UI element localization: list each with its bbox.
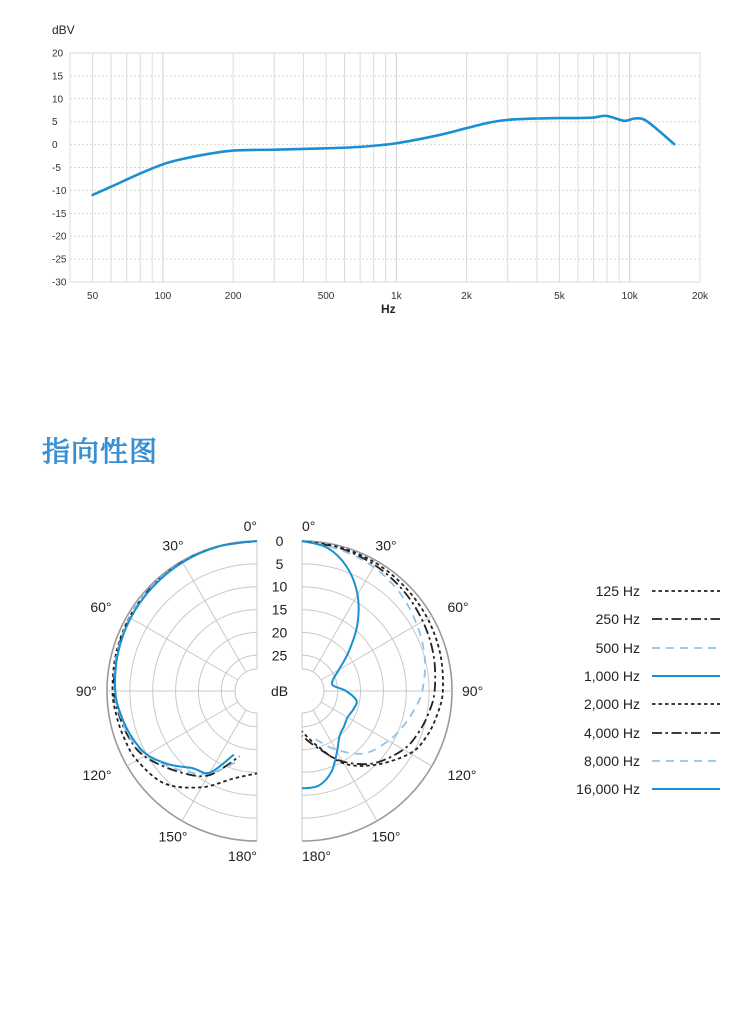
x-tick-label: 100 <box>154 291 172 302</box>
angle-label: 60° <box>447 599 469 615</box>
angle-label: 60° <box>90 599 112 615</box>
plot-frame <box>70 53 700 282</box>
y-tick-label: -20 <box>52 231 67 243</box>
polar-legend <box>530 577 720 803</box>
y-tick-label: 5 <box>52 117 58 129</box>
legend-swatch <box>652 586 720 596</box>
radial-label: 20 <box>271 624 288 641</box>
x-tick-label: 500 <box>317 291 335 302</box>
x-axis-label: Hz <box>380 302 396 316</box>
radial-label: 10 <box>271 578 288 595</box>
y-tick-label: 15 <box>52 71 64 83</box>
x-tick-label: 1k <box>391 291 402 302</box>
x-tick-label: 200 <box>224 291 242 302</box>
polar-curve <box>114 541 257 774</box>
radial-label: 5 <box>275 555 284 572</box>
polar-ring <box>302 669 324 713</box>
frequency-response-chart <box>0 0 750 330</box>
legend-item <box>530 747 720 775</box>
legend-label: 4,000 Hz <box>583 724 640 741</box>
angle-label: 180° <box>228 848 257 864</box>
legend-label: 125 Hz <box>595 583 640 600</box>
polar-spoke <box>182 561 246 672</box>
angle-label: 120° <box>447 767 477 783</box>
legend-label: 1,000 Hz <box>583 668 640 685</box>
legend-label: 500 Hz <box>595 639 640 656</box>
y-tick-label: 0 <box>52 140 58 152</box>
x-tick-label: 5k <box>554 291 565 302</box>
legend-swatch <box>652 756 720 766</box>
angle-label: 30° <box>162 537 184 554</box>
angle-label: 180° <box>302 848 331 864</box>
polar-spoke <box>127 702 238 766</box>
angle-label: 90° <box>75 683 97 699</box>
x-tick-label: 20k <box>691 291 709 302</box>
polar-spoke <box>182 710 246 821</box>
legend-swatch <box>652 614 720 624</box>
legend-label: 16,000 Hz <box>576 781 640 798</box>
x-tick-label: 50 <box>87 291 99 302</box>
legend-swatch <box>652 784 720 794</box>
legend-item <box>530 605 720 633</box>
x-tick-label: 10k <box>621 291 638 302</box>
legend-item <box>530 718 720 746</box>
angle-label: 150° <box>158 828 188 845</box>
angle-label: 0° <box>302 518 316 534</box>
polar-ring <box>235 669 257 713</box>
legend-item <box>530 662 720 690</box>
radial-label: dB <box>270 683 289 699</box>
polar-half-left <box>107 541 257 841</box>
angle-label: 30° <box>375 537 397 554</box>
y-tick-label: -10 <box>52 185 67 197</box>
polar-curve <box>115 541 257 773</box>
legend-label: 8,000 Hz <box>583 752 640 769</box>
y-axis-label: dBV <box>52 23 75 37</box>
legend-swatch <box>652 699 720 709</box>
legend-item <box>530 634 720 662</box>
angle-label: 150° <box>371 828 401 845</box>
polar-spoke <box>313 561 377 672</box>
polar-pattern-chart <box>0 500 530 880</box>
radial-label: 0 <box>275 533 284 549</box>
legend-item <box>530 690 720 718</box>
polar-spoke <box>127 616 238 680</box>
response-curve <box>93 116 675 195</box>
radial-label: 15 <box>271 601 288 618</box>
angle-label: 0° <box>243 518 257 534</box>
polar-half-right <box>302 541 452 841</box>
legend-item <box>530 775 720 803</box>
polar-curve <box>302 541 359 788</box>
x-tick-label: 2k <box>461 291 472 302</box>
radial-label: 25 <box>271 647 288 664</box>
legend-swatch <box>652 643 720 653</box>
angle-label: 90° <box>462 683 484 699</box>
legend-label: 250 Hz <box>595 611 640 628</box>
legend-label: 2,000 Hz <box>583 696 640 713</box>
y-tick-label: 20 <box>52 48 64 60</box>
legend-swatch <box>652 671 720 681</box>
angle-label: 120° <box>82 767 112 783</box>
polar-spoke <box>321 702 432 766</box>
y-tick-label: -5 <box>52 163 61 174</box>
legend-swatch <box>652 728 720 738</box>
legend-item <box>530 577 720 605</box>
section-title: 指向性图 <box>42 435 159 468</box>
y-tick-label: -15 <box>52 208 67 220</box>
y-tick-label: 10 <box>52 94 64 106</box>
polar-curve <box>112 541 257 788</box>
y-tick-label: -30 <box>52 277 67 289</box>
y-tick-label: -25 <box>52 254 67 266</box>
